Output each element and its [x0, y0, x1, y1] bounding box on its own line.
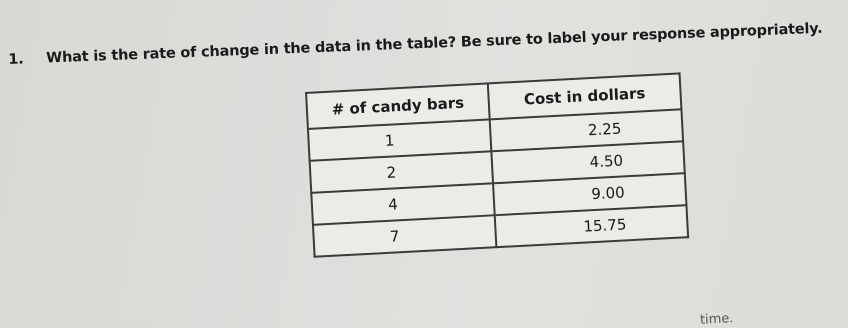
cut-off-text: time. [699, 311, 734, 328]
cell-count: 2 [310, 151, 493, 192]
cell-cost: 15.75 [495, 205, 688, 247]
cell-count: 1 [308, 119, 491, 160]
cell-cost: 2.25 [490, 109, 683, 151]
cell-count: 4 [311, 183, 494, 224]
question-number: 1. [8, 51, 24, 68]
cell-cost: 4.50 [491, 141, 684, 183]
data-table [305, 72, 689, 257]
question-text: What is the rate of change in the data in the table? Be sure to label your response appropriately. [45, 20, 823, 67]
header-candy-bars: # of candy bars [306, 83, 490, 128]
header-cost: Cost in dollars [488, 73, 682, 119]
cell-cost: 9.00 [493, 173, 686, 215]
data-table-container [305, 72, 689, 257]
question [8, 20, 848, 68]
cell-count: 7 [313, 215, 496, 256]
